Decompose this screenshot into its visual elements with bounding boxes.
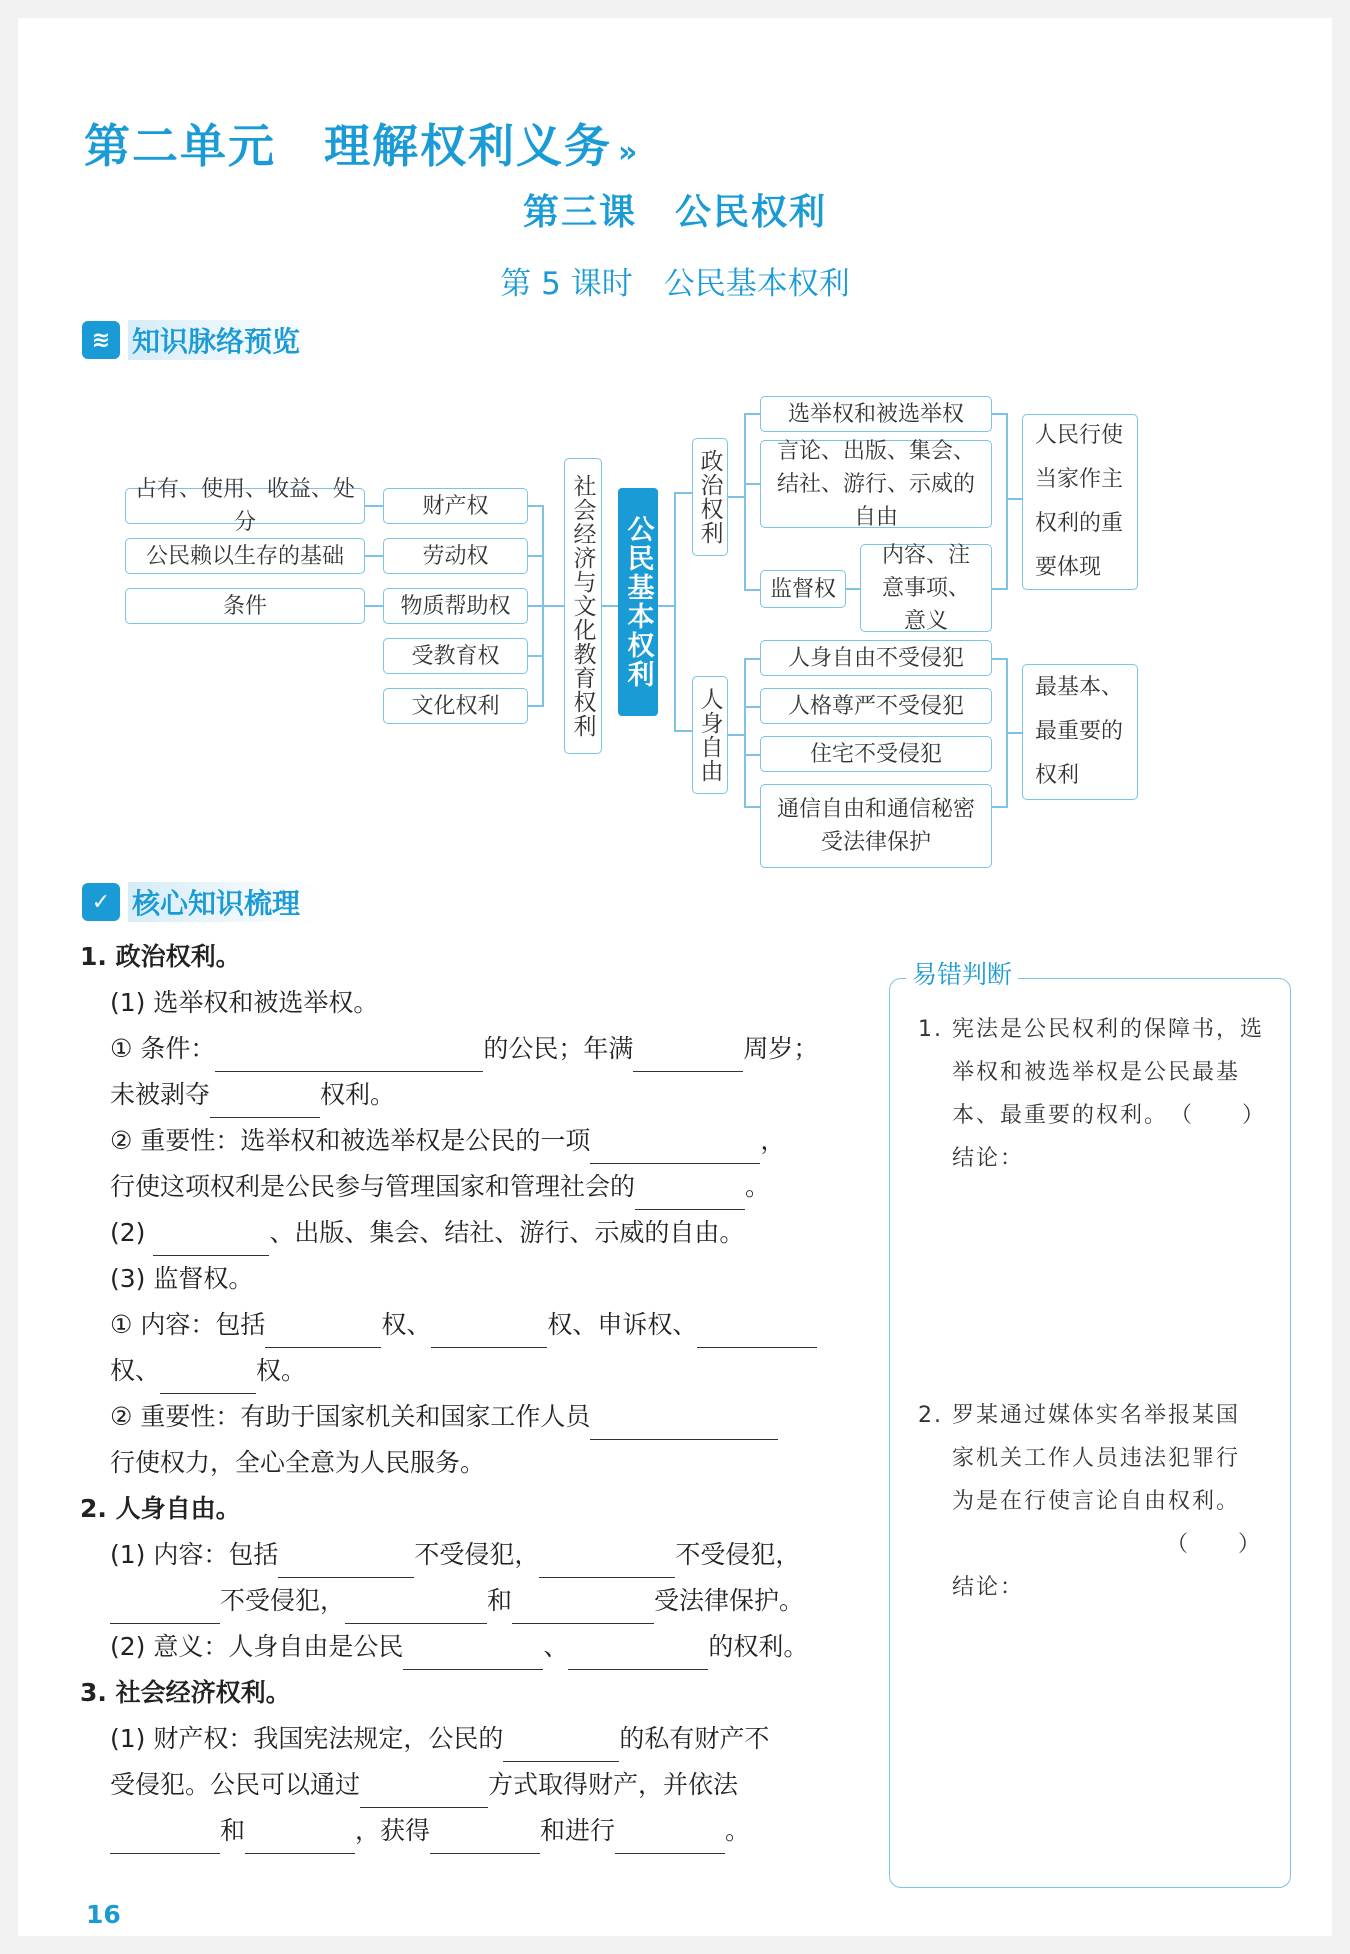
fill-blank[interactable] bbox=[697, 1317, 817, 1348]
fill-blank[interactable] bbox=[503, 1731, 619, 1762]
personal-item-3: 住宅不受侵犯 bbox=[760, 736, 992, 772]
fill-blank[interactable] bbox=[245, 1823, 355, 1854]
center-node: 公民基本权利 bbox=[618, 488, 658, 716]
left-note-1: 占有、使用、收益、处分 bbox=[125, 488, 365, 524]
left-note-2: 公民赖以生存的基础 bbox=[125, 538, 365, 574]
fill-blank[interactable] bbox=[345, 1593, 487, 1624]
checkmark-icon: ✓ bbox=[82, 883, 120, 921]
fill-blank[interactable] bbox=[590, 1409, 778, 1440]
judgment-item-2: 2. 罗某通过媒体实名举报某国 家机关工作人员违法犯罪行 为是在行使言论自由权利。 （ ） 结论： bbox=[918, 1403, 1263, 1600]
branch-socioeconomic: 社会经济与文化教育权利 bbox=[564, 458, 602, 754]
fill-blank[interactable] bbox=[265, 1317, 381, 1348]
section-core-header: ✓ 核心知识梳理 bbox=[82, 882, 318, 922]
heading-personal: 2. 人身自由。 bbox=[80, 1494, 241, 1523]
right-culture: 文化权利 bbox=[383, 688, 528, 724]
heading-political: 1. 政治权利。 bbox=[80, 942, 241, 971]
fill-blank[interactable] bbox=[635, 1179, 745, 1210]
chevron-icon: » bbox=[618, 135, 640, 170]
unit-title: 第二单元 理解权利义务 » bbox=[84, 119, 640, 173]
left-note-3: 条件 bbox=[125, 588, 365, 624]
fill-blank[interactable] bbox=[110, 1593, 220, 1624]
right-education: 受教育权 bbox=[383, 638, 528, 674]
fill-blank[interactable] bbox=[153, 1225, 269, 1256]
fill-blank[interactable] bbox=[590, 1133, 760, 1164]
section-preview-header: ≋ 知识脉络预览 bbox=[82, 320, 318, 360]
right-labor: 劳动权 bbox=[383, 538, 528, 574]
personal-item-2: 人格尊严不受侵犯 bbox=[760, 688, 992, 724]
fill-blank[interactable] bbox=[430, 1823, 540, 1854]
branch-political: 政治权利 bbox=[692, 438, 728, 556]
fill-blank[interactable] bbox=[403, 1639, 543, 1670]
fill-blank[interactable] bbox=[160, 1363, 256, 1394]
right-property: 财产权 bbox=[383, 488, 528, 524]
political-item-election: 选举权和被选举权 bbox=[760, 396, 992, 432]
judgment-item-1: 1. 宪法是公民权利的保障书，选 举权和被选举权是公民最基 本、最重要的权利。 （ ） 结论： bbox=[918, 1017, 1267, 1171]
fill-blank[interactable] bbox=[568, 1639, 708, 1670]
error-judgment-title: 易错判断 bbox=[906, 955, 1018, 991]
fill-blank[interactable] bbox=[615, 1823, 725, 1854]
fill-blank[interactable] bbox=[110, 1823, 220, 1854]
page-number: 16 bbox=[86, 1900, 121, 1929]
right-material-aid: 物质帮助权 bbox=[383, 588, 528, 624]
fill-blank[interactable] bbox=[215, 1041, 483, 1072]
page bbox=[18, 18, 1332, 1936]
fill-blank[interactable] bbox=[512, 1593, 654, 1624]
supervision-note: 内容、注意事项、意义 bbox=[860, 544, 992, 632]
political-item-supervision: 监督权 bbox=[760, 570, 846, 608]
fill-blank[interactable] bbox=[431, 1317, 547, 1348]
personal-note: 最基本、最重要的权利 bbox=[1022, 664, 1138, 800]
personal-item-4: 通信自由和通信秘密受法律保护 bbox=[760, 784, 992, 868]
fill-blank[interactable] bbox=[360, 1777, 488, 1808]
fill-blank[interactable] bbox=[539, 1547, 675, 1578]
personal-item-1: 人身自由不受侵犯 bbox=[760, 640, 992, 676]
layers-icon: ≋ bbox=[82, 321, 120, 359]
fill-blank[interactable] bbox=[278, 1547, 414, 1578]
heading-socioeconomic: 3. 社会经济权利。 bbox=[80, 1678, 291, 1707]
period-title: 第 5 课时 公民基本权利 bbox=[500, 266, 850, 302]
core-notes: 1. 政治权利。 (1) 选举权和被选举权。 ① 条件： 的公民；年满 周岁； 未被剥夺 权利。 ② 重要性：选举权和被选举权是公民的一项 ， 行使这项权利是公民参与管理国家和管理社会的 。 (2) 、出版、集会、结社、游行、示威的自由。 (3) 监督权。 ① 内容：包括 权、 权、申诉权、 权、 权。 ② 重要性：有助于国家机关和国家工作人员 行使权力，全心全意为人民服务。 2. 人身自由。 (1) 内容：包括 不受侵犯， 不受侵犯， 不受侵犯， 和 受法律保护。 (2) 意义：人身自由是公民 、 的权利。 3. 社会经济权利。 (1) 财产权：我国宪法规定，公民的 的私有财产不 受侵犯。公民可以通过 方式取得财产，并依法 和 ，获得 和进行 。 bbox=[80, 934, 860, 1854]
lesson-title: 第三课 公民权利 bbox=[522, 192, 827, 233]
branch-personal: 人身自由 bbox=[692, 676, 728, 794]
fill-blank[interactable] bbox=[210, 1087, 320, 1118]
fill-blank[interactable] bbox=[633, 1041, 743, 1072]
political-item-speech: 言论、出版、集会、结社、游行、示威的自由 bbox=[760, 440, 992, 528]
political-note: 人民行使当家作主权利的重要体现 bbox=[1022, 414, 1138, 590]
